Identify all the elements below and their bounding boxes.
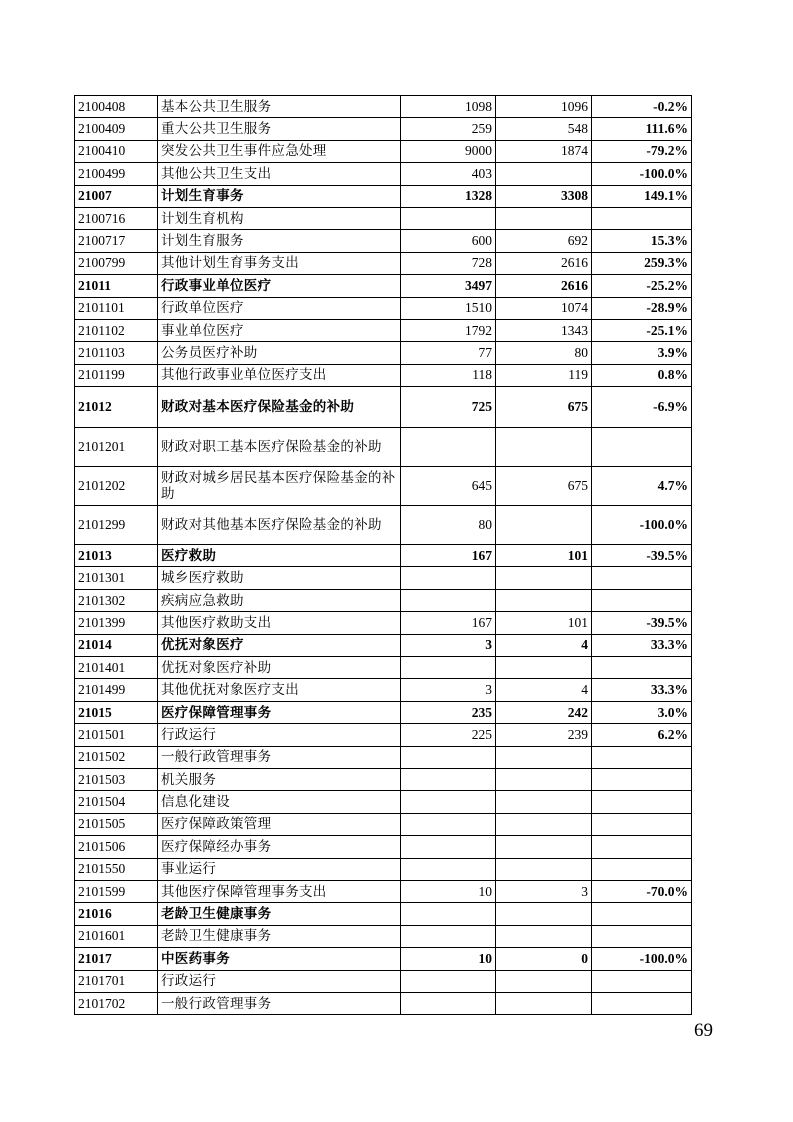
name-cell: 机关服务 [158, 768, 401, 790]
value-b-cell: 1343 [496, 319, 592, 341]
value-b-cell [496, 506, 592, 545]
table-row [75, 297, 692, 319]
percent-change-cell: -28.9% [592, 297, 692, 319]
percent-change-cell: 33.3% [592, 634, 692, 656]
code-cell: 2101401 [75, 657, 158, 679]
value-a-cell [401, 903, 496, 925]
name-cell: 一般行政管理事务 [158, 992, 401, 1014]
table-row [75, 342, 692, 364]
code-cell: 2101702 [75, 992, 158, 1014]
percent-change-cell: 33.3% [592, 679, 692, 701]
value-b-cell [496, 992, 592, 1014]
percent-change-cell: -39.5% [592, 545, 692, 567]
code-cell: 2101299 [75, 506, 158, 545]
code-cell: 2101701 [75, 970, 158, 992]
name-cell: 行政运行 [158, 724, 401, 746]
code-cell: 2101399 [75, 612, 158, 634]
name-cell: 其他医疗保障管理事务支出 [158, 880, 401, 902]
table-row [75, 163, 692, 185]
table-row [75, 634, 692, 656]
table-row [75, 746, 692, 768]
value-a-cell: 600 [401, 230, 496, 252]
value-b-cell: 1074 [496, 297, 592, 319]
code-cell: 2101505 [75, 813, 158, 835]
value-b-cell: 1096 [496, 96, 592, 118]
code-cell: 2101201 [75, 428, 158, 467]
value-a-cell: 403 [401, 163, 496, 185]
value-a-cell: 3 [401, 679, 496, 701]
value-b-cell: 3 [496, 880, 592, 902]
value-a-cell: 725 [401, 387, 496, 428]
value-a-cell: 259 [401, 118, 496, 140]
table-body [75, 96, 692, 1015]
percent-change-cell [592, 746, 692, 768]
value-b-cell [496, 163, 592, 185]
value-b-cell: 101 [496, 545, 592, 567]
value-a-cell [401, 992, 496, 1014]
table-row [75, 589, 692, 611]
code-cell: 21013 [75, 545, 158, 567]
value-b-cell: 2616 [496, 275, 592, 297]
value-b-cell [496, 836, 592, 858]
name-cell: 行政单位医疗 [158, 297, 401, 319]
percent-change-cell [592, 768, 692, 790]
value-a-cell: 80 [401, 506, 496, 545]
code-cell: 2101506 [75, 836, 158, 858]
table-row [75, 230, 692, 252]
value-a-cell: 10 [401, 948, 496, 970]
code-cell: 2101503 [75, 768, 158, 790]
value-b-cell: 4 [496, 634, 592, 656]
percent-change-cell [592, 589, 692, 611]
table-row [75, 506, 692, 545]
table-row [75, 858, 692, 880]
percent-change-cell [592, 791, 692, 813]
percent-change-cell: 6.2% [592, 724, 692, 746]
value-b-cell: 101 [496, 612, 592, 634]
value-a-cell [401, 813, 496, 835]
percent-change-cell [592, 428, 692, 467]
value-b-cell [496, 207, 592, 229]
value-a-cell [401, 791, 496, 813]
code-cell: 2100716 [75, 207, 158, 229]
code-cell: 2101302 [75, 589, 158, 611]
table-row [75, 207, 692, 229]
budget-table [74, 95, 692, 1015]
table-row [75, 724, 692, 746]
value-a-cell [401, 207, 496, 229]
value-b-cell: 692 [496, 230, 592, 252]
value-b-cell: 119 [496, 364, 592, 386]
percent-change-cell [592, 813, 692, 835]
table-row [75, 992, 692, 1014]
table-row [75, 880, 692, 902]
code-cell: 2100409 [75, 118, 158, 140]
name-cell: 其他优抚对象医疗支出 [158, 679, 401, 701]
value-a-cell: 1328 [401, 185, 496, 207]
percent-change-cell: 111.6% [592, 118, 692, 140]
table-row [75, 467, 692, 506]
value-a-cell: 10 [401, 880, 496, 902]
value-a-cell: 728 [401, 252, 496, 274]
code-cell: 2101501 [75, 724, 158, 746]
name-cell: 医疗保障政策管理 [158, 813, 401, 835]
percent-change-cell: -100.0% [592, 163, 692, 185]
value-a-cell [401, 746, 496, 768]
percent-change-cell [592, 207, 692, 229]
value-a-cell: 1792 [401, 319, 496, 341]
name-cell: 财政对其他基本医疗保险基金的补助 [158, 506, 401, 545]
value-a-cell [401, 858, 496, 880]
percent-change-cell: 3.9% [592, 342, 692, 364]
name-cell: 医疗保障经办事务 [158, 836, 401, 858]
name-cell: 中医药事务 [158, 948, 401, 970]
table-row [75, 567, 692, 589]
name-cell: 重大公共卫生服务 [158, 118, 401, 140]
value-b-cell [496, 925, 592, 947]
percent-change-cell: -100.0% [592, 506, 692, 545]
name-cell: 财政对基本医疗保险基金的补助 [158, 387, 401, 428]
value-a-cell: 3 [401, 634, 496, 656]
table-row [75, 428, 692, 467]
code-cell: 21017 [75, 948, 158, 970]
percent-change-cell: -100.0% [592, 948, 692, 970]
name-cell: 计划生育服务 [158, 230, 401, 252]
value-a-cell: 1510 [401, 297, 496, 319]
value-a-cell [401, 657, 496, 679]
code-cell: 2101102 [75, 319, 158, 341]
percent-change-cell [592, 925, 692, 947]
table-row [75, 185, 692, 207]
code-cell: 21016 [75, 903, 158, 925]
name-cell: 财政对城乡居民基本医疗保险基金的补助 [158, 467, 401, 506]
name-cell: 一般行政管理事务 [158, 746, 401, 768]
code-cell: 21012 [75, 387, 158, 428]
value-a-cell: 235 [401, 701, 496, 723]
name-cell: 财政对职工基本医疗保险基金的补助 [158, 428, 401, 467]
value-b-cell: 675 [496, 387, 592, 428]
value-b-cell: 675 [496, 467, 592, 506]
name-cell: 行政运行 [158, 970, 401, 992]
value-b-cell [496, 567, 592, 589]
table-row [75, 836, 692, 858]
name-cell: 疾病应急救助 [158, 589, 401, 611]
percent-change-cell: -25.2% [592, 275, 692, 297]
value-b-cell [496, 903, 592, 925]
percent-change-cell: 259.3% [592, 252, 692, 274]
code-cell: 2101301 [75, 567, 158, 589]
code-cell: 2101601 [75, 925, 158, 947]
code-cell: 2101599 [75, 880, 158, 902]
value-b-cell: 80 [496, 342, 592, 364]
percent-change-cell [592, 903, 692, 925]
value-a-cell: 118 [401, 364, 496, 386]
code-cell: 2100499 [75, 163, 158, 185]
name-cell: 其他行政事业单位医疗支出 [158, 364, 401, 386]
percent-change-cell [592, 567, 692, 589]
percent-change-cell: -6.9% [592, 387, 692, 428]
value-a-cell: 645 [401, 467, 496, 506]
code-cell: 2101199 [75, 364, 158, 386]
value-a-cell [401, 768, 496, 790]
code-cell: 2101502 [75, 746, 158, 768]
value-a-cell [401, 836, 496, 858]
code-cell: 21007 [75, 185, 158, 207]
value-a-cell [401, 428, 496, 467]
value-a-cell: 167 [401, 545, 496, 567]
percent-change-cell: 4.7% [592, 467, 692, 506]
percent-change-cell [592, 970, 692, 992]
value-a-cell: 3497 [401, 275, 496, 297]
percent-change-cell: -0.2% [592, 96, 692, 118]
name-cell: 信息化建设 [158, 791, 401, 813]
value-b-cell: 242 [496, 701, 592, 723]
table-row [75, 657, 692, 679]
value-a-cell [401, 567, 496, 589]
value-a-cell: 9000 [401, 140, 496, 162]
name-cell: 医疗保障管理事务 [158, 701, 401, 723]
value-b-cell [496, 428, 592, 467]
value-b-cell: 239 [496, 724, 592, 746]
percent-change-cell: -70.0% [592, 880, 692, 902]
table-row [75, 275, 692, 297]
table-row [75, 791, 692, 813]
value-b-cell [496, 813, 592, 835]
value-b-cell: 4 [496, 679, 592, 701]
value-b-cell: 2616 [496, 252, 592, 274]
percent-change-cell [592, 657, 692, 679]
table-row [75, 252, 692, 274]
code-cell: 2101103 [75, 342, 158, 364]
value-b-cell [496, 970, 592, 992]
table-row [75, 364, 692, 386]
code-cell: 2101504 [75, 791, 158, 813]
code-cell: 2100799 [75, 252, 158, 274]
value-a-cell [401, 925, 496, 947]
value-b-cell: 1874 [496, 140, 592, 162]
value-b-cell [496, 657, 592, 679]
value-b-cell: 548 [496, 118, 592, 140]
value-b-cell [496, 589, 592, 611]
name-cell: 基本公共卫生服务 [158, 96, 401, 118]
table-row [75, 813, 692, 835]
code-cell: 2101202 [75, 467, 158, 506]
page-number: 69 [694, 1020, 713, 1041]
name-cell: 公务员医疗补助 [158, 342, 401, 364]
value-b-cell [496, 858, 592, 880]
value-b-cell: 0 [496, 948, 592, 970]
value-a-cell: 77 [401, 342, 496, 364]
table-row [75, 118, 692, 140]
percent-change-cell: 3.0% [592, 701, 692, 723]
code-cell: 2101499 [75, 679, 158, 701]
percent-change-cell: 149.1% [592, 185, 692, 207]
value-a-cell: 167 [401, 612, 496, 634]
table-row [75, 925, 692, 947]
table-row [75, 387, 692, 428]
percent-change-cell: 0.8% [592, 364, 692, 386]
code-cell: 21011 [75, 275, 158, 297]
name-cell: 其他医疗救助支出 [158, 612, 401, 634]
table-row [75, 319, 692, 341]
value-b-cell [496, 791, 592, 813]
code-cell: 21015 [75, 701, 158, 723]
percent-change-cell: 15.3% [592, 230, 692, 252]
table-row [75, 903, 692, 925]
table-row [75, 679, 692, 701]
name-cell: 优抚对象医疗 [158, 634, 401, 656]
table-row [75, 948, 692, 970]
name-cell: 事业单位医疗 [158, 319, 401, 341]
table-row [75, 96, 692, 118]
name-cell: 其他计划生育事务支出 [158, 252, 401, 274]
name-cell: 计划生育机构 [158, 207, 401, 229]
percent-change-cell: -39.5% [592, 612, 692, 634]
name-cell: 老龄卫生健康事务 [158, 925, 401, 947]
value-a-cell [401, 970, 496, 992]
code-cell: 2100408 [75, 96, 158, 118]
table-row [75, 545, 692, 567]
percent-change-cell [592, 992, 692, 1014]
name-cell: 行政事业单位医疗 [158, 275, 401, 297]
code-cell: 2100410 [75, 140, 158, 162]
value-b-cell [496, 768, 592, 790]
table-row [75, 970, 692, 992]
percent-change-cell: -25.1% [592, 319, 692, 341]
percent-change-cell [592, 858, 692, 880]
value-b-cell [496, 746, 592, 768]
name-cell: 老龄卫生健康事务 [158, 903, 401, 925]
value-a-cell [401, 589, 496, 611]
name-cell: 其他公共卫生支出 [158, 163, 401, 185]
code-cell: 2101550 [75, 858, 158, 880]
name-cell: 优抚对象医疗补助 [158, 657, 401, 679]
table-row [75, 612, 692, 634]
name-cell: 医疗救助 [158, 545, 401, 567]
name-cell: 事业运行 [158, 858, 401, 880]
percent-change-cell: -79.2% [592, 140, 692, 162]
value-a-cell: 225 [401, 724, 496, 746]
code-cell: 2101101 [75, 297, 158, 319]
percent-change-cell [592, 836, 692, 858]
name-cell: 城乡医疗救助 [158, 567, 401, 589]
code-cell: 21014 [75, 634, 158, 656]
name-cell: 突发公共卫生事件应急处理 [158, 140, 401, 162]
name-cell: 计划生育事务 [158, 185, 401, 207]
value-a-cell: 1098 [401, 96, 496, 118]
table-row [75, 140, 692, 162]
code-cell: 2100717 [75, 230, 158, 252]
table-row [75, 768, 692, 790]
table-row [75, 701, 692, 723]
value-b-cell: 3308 [496, 185, 592, 207]
